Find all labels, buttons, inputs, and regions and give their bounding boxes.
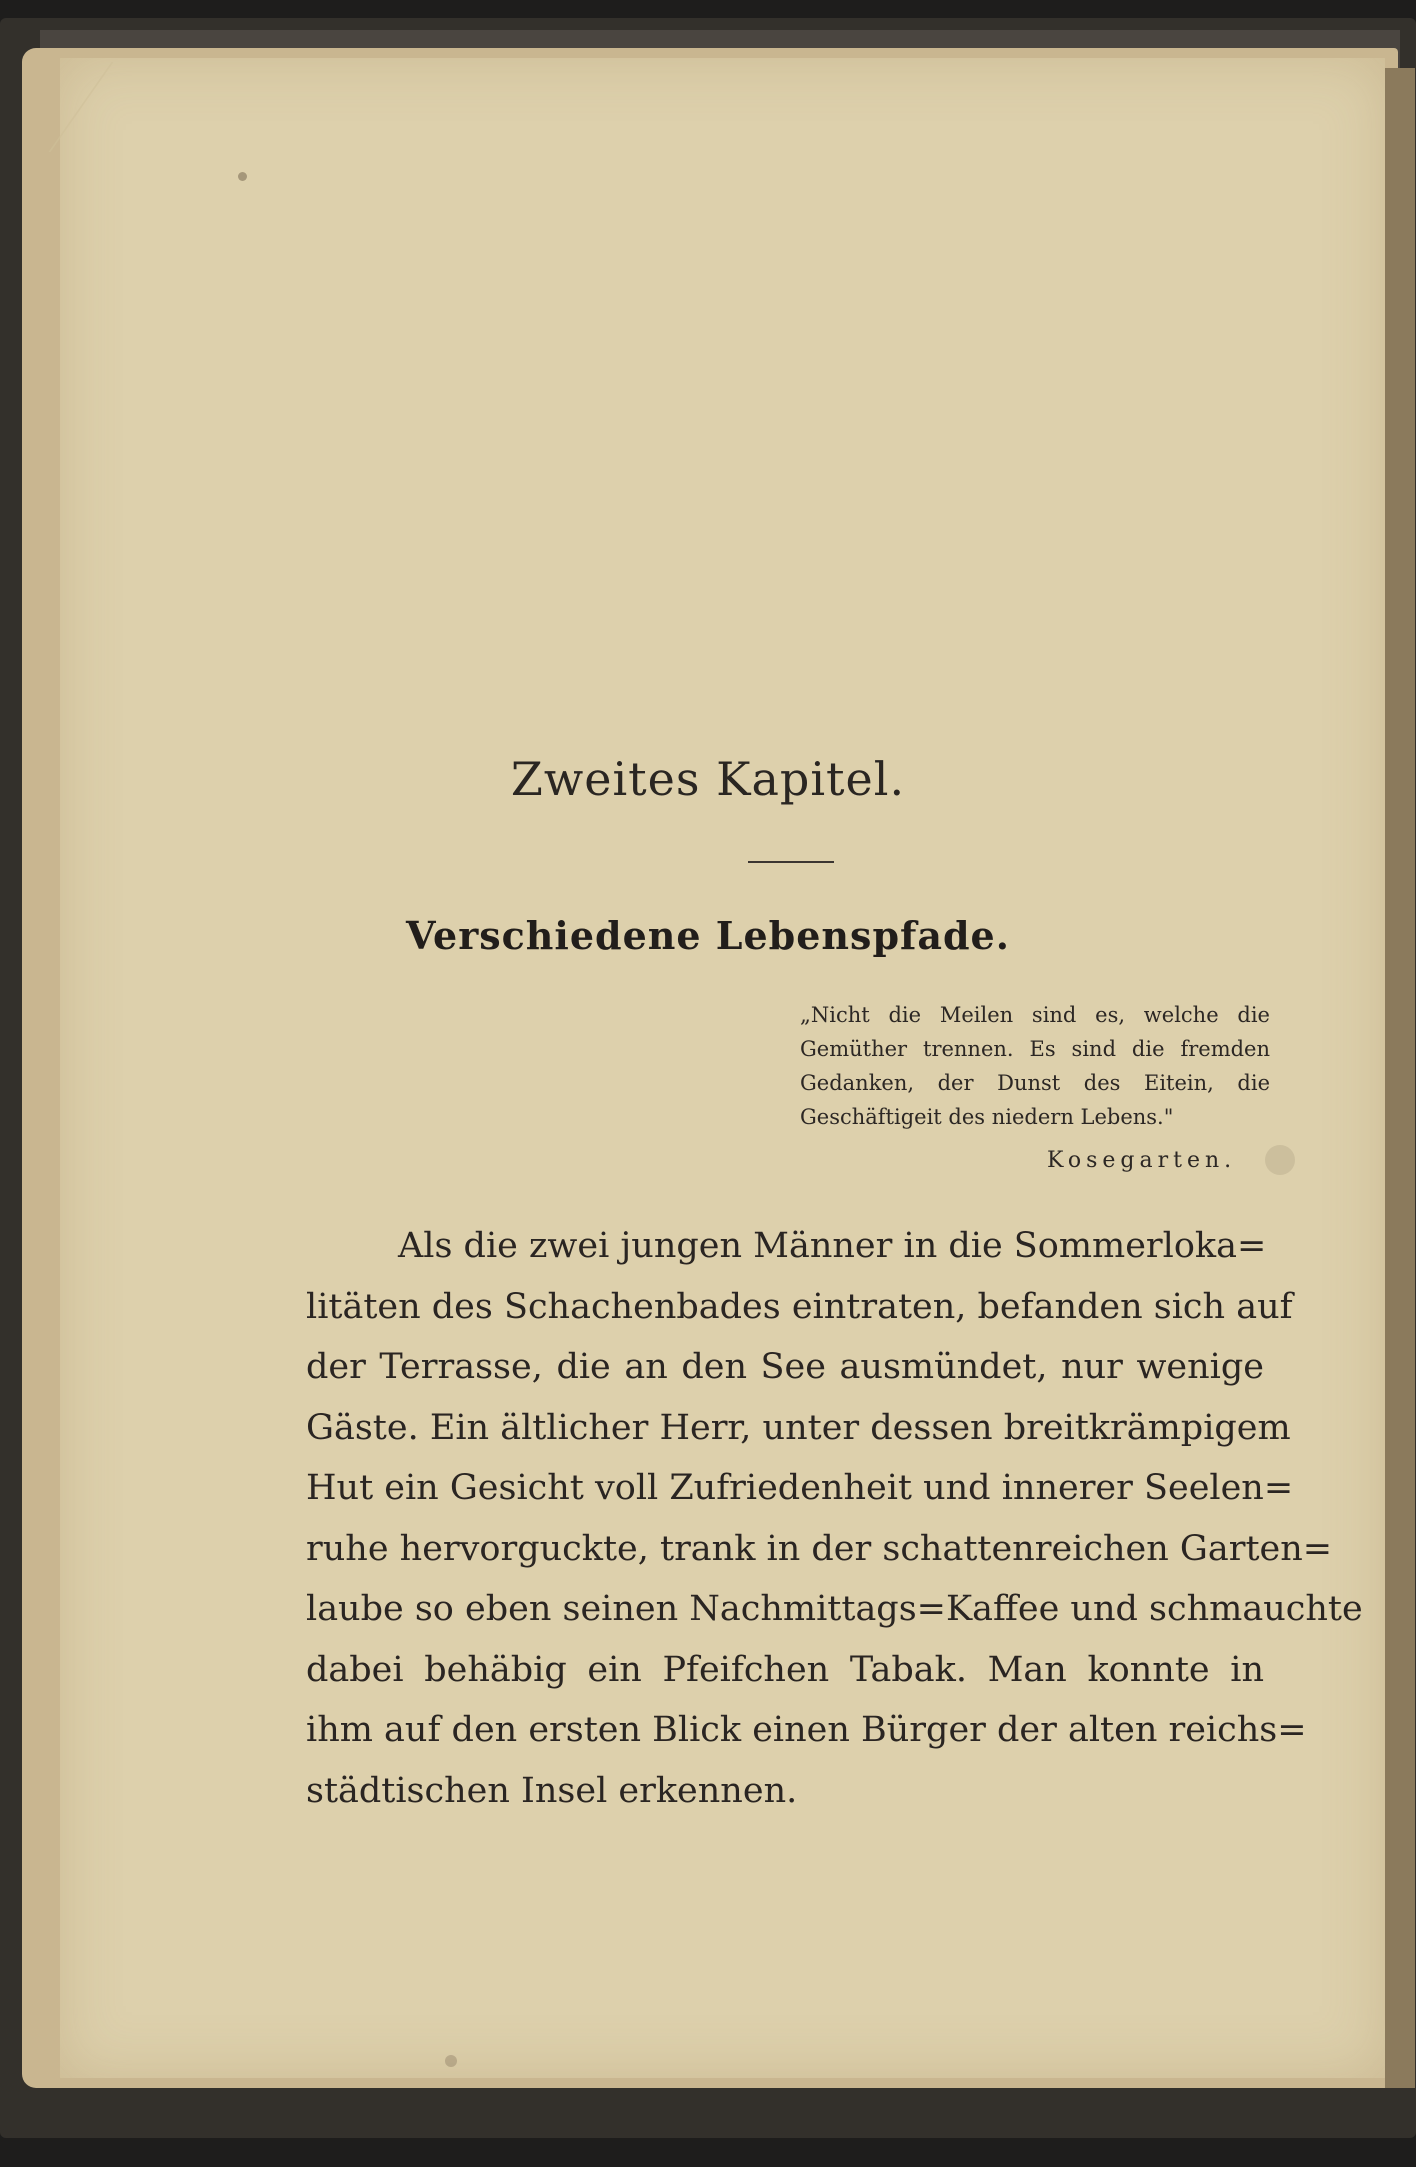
title-divider [748,861,834,863]
body-line: ihm auf den ersten Blick einen Bürger der alten reichs= [306,1710,1307,1750]
chapter-title: Zweites Kapitel. [510,752,906,806]
paper-speck [445,2055,457,2067]
body-line: litäten des Schachenbades eintraten, befanden sich auf [306,1286,1293,1327]
body-paragraph [306,1216,1363,1821]
epigraph-line: Geschäftigeit des niedern Lebens." [800,1105,1174,1129]
body-line: Hut ein Gesicht voll Zufriedenheit und innerer Seelen= [306,1468,1294,1508]
body-line: städtischen Insel erkennen. [306,1770,798,1811]
chapter-subtitle: Verschiedene Lebenspfade. [406,913,1010,958]
body-line: Als die zwei jungen Männer in die Sommerloka= [398,1226,1267,1266]
epigraph [800,998,1270,1134]
body-line: Gäste. Ein ältlicher Herr, unter dessen breitkrämpigem [306,1407,1291,1448]
body-line: ruhe hervorguckte, trank in der schattenreichen Garten= [306,1528,1333,1569]
epigraph-line: „Nicht die Meilen sind es, welche die [800,1003,1270,1027]
epigraph-line: Gedanken, der Dunst des Eitein, die [800,1071,1270,1095]
book-gutter [1385,68,1415,2088]
body-line: der Terrasse, die an den See ausmündet, nur wenige [306,1347,1264,1387]
epigraph-author: Kosegarten. [1047,1148,1237,1173]
paper-speck [1265,1145,1295,1175]
body-line: dabei behäbig ein Pfeifchen Tabak. Man konnte in [306,1649,1264,1690]
epigraph-line: Gemüther trennen. Es sind die fremden [800,1037,1270,1061]
body-line: laube so eben seinen Nachmittags=Kaffee und schmauchte [306,1589,1363,1629]
paper-speck [238,172,247,181]
